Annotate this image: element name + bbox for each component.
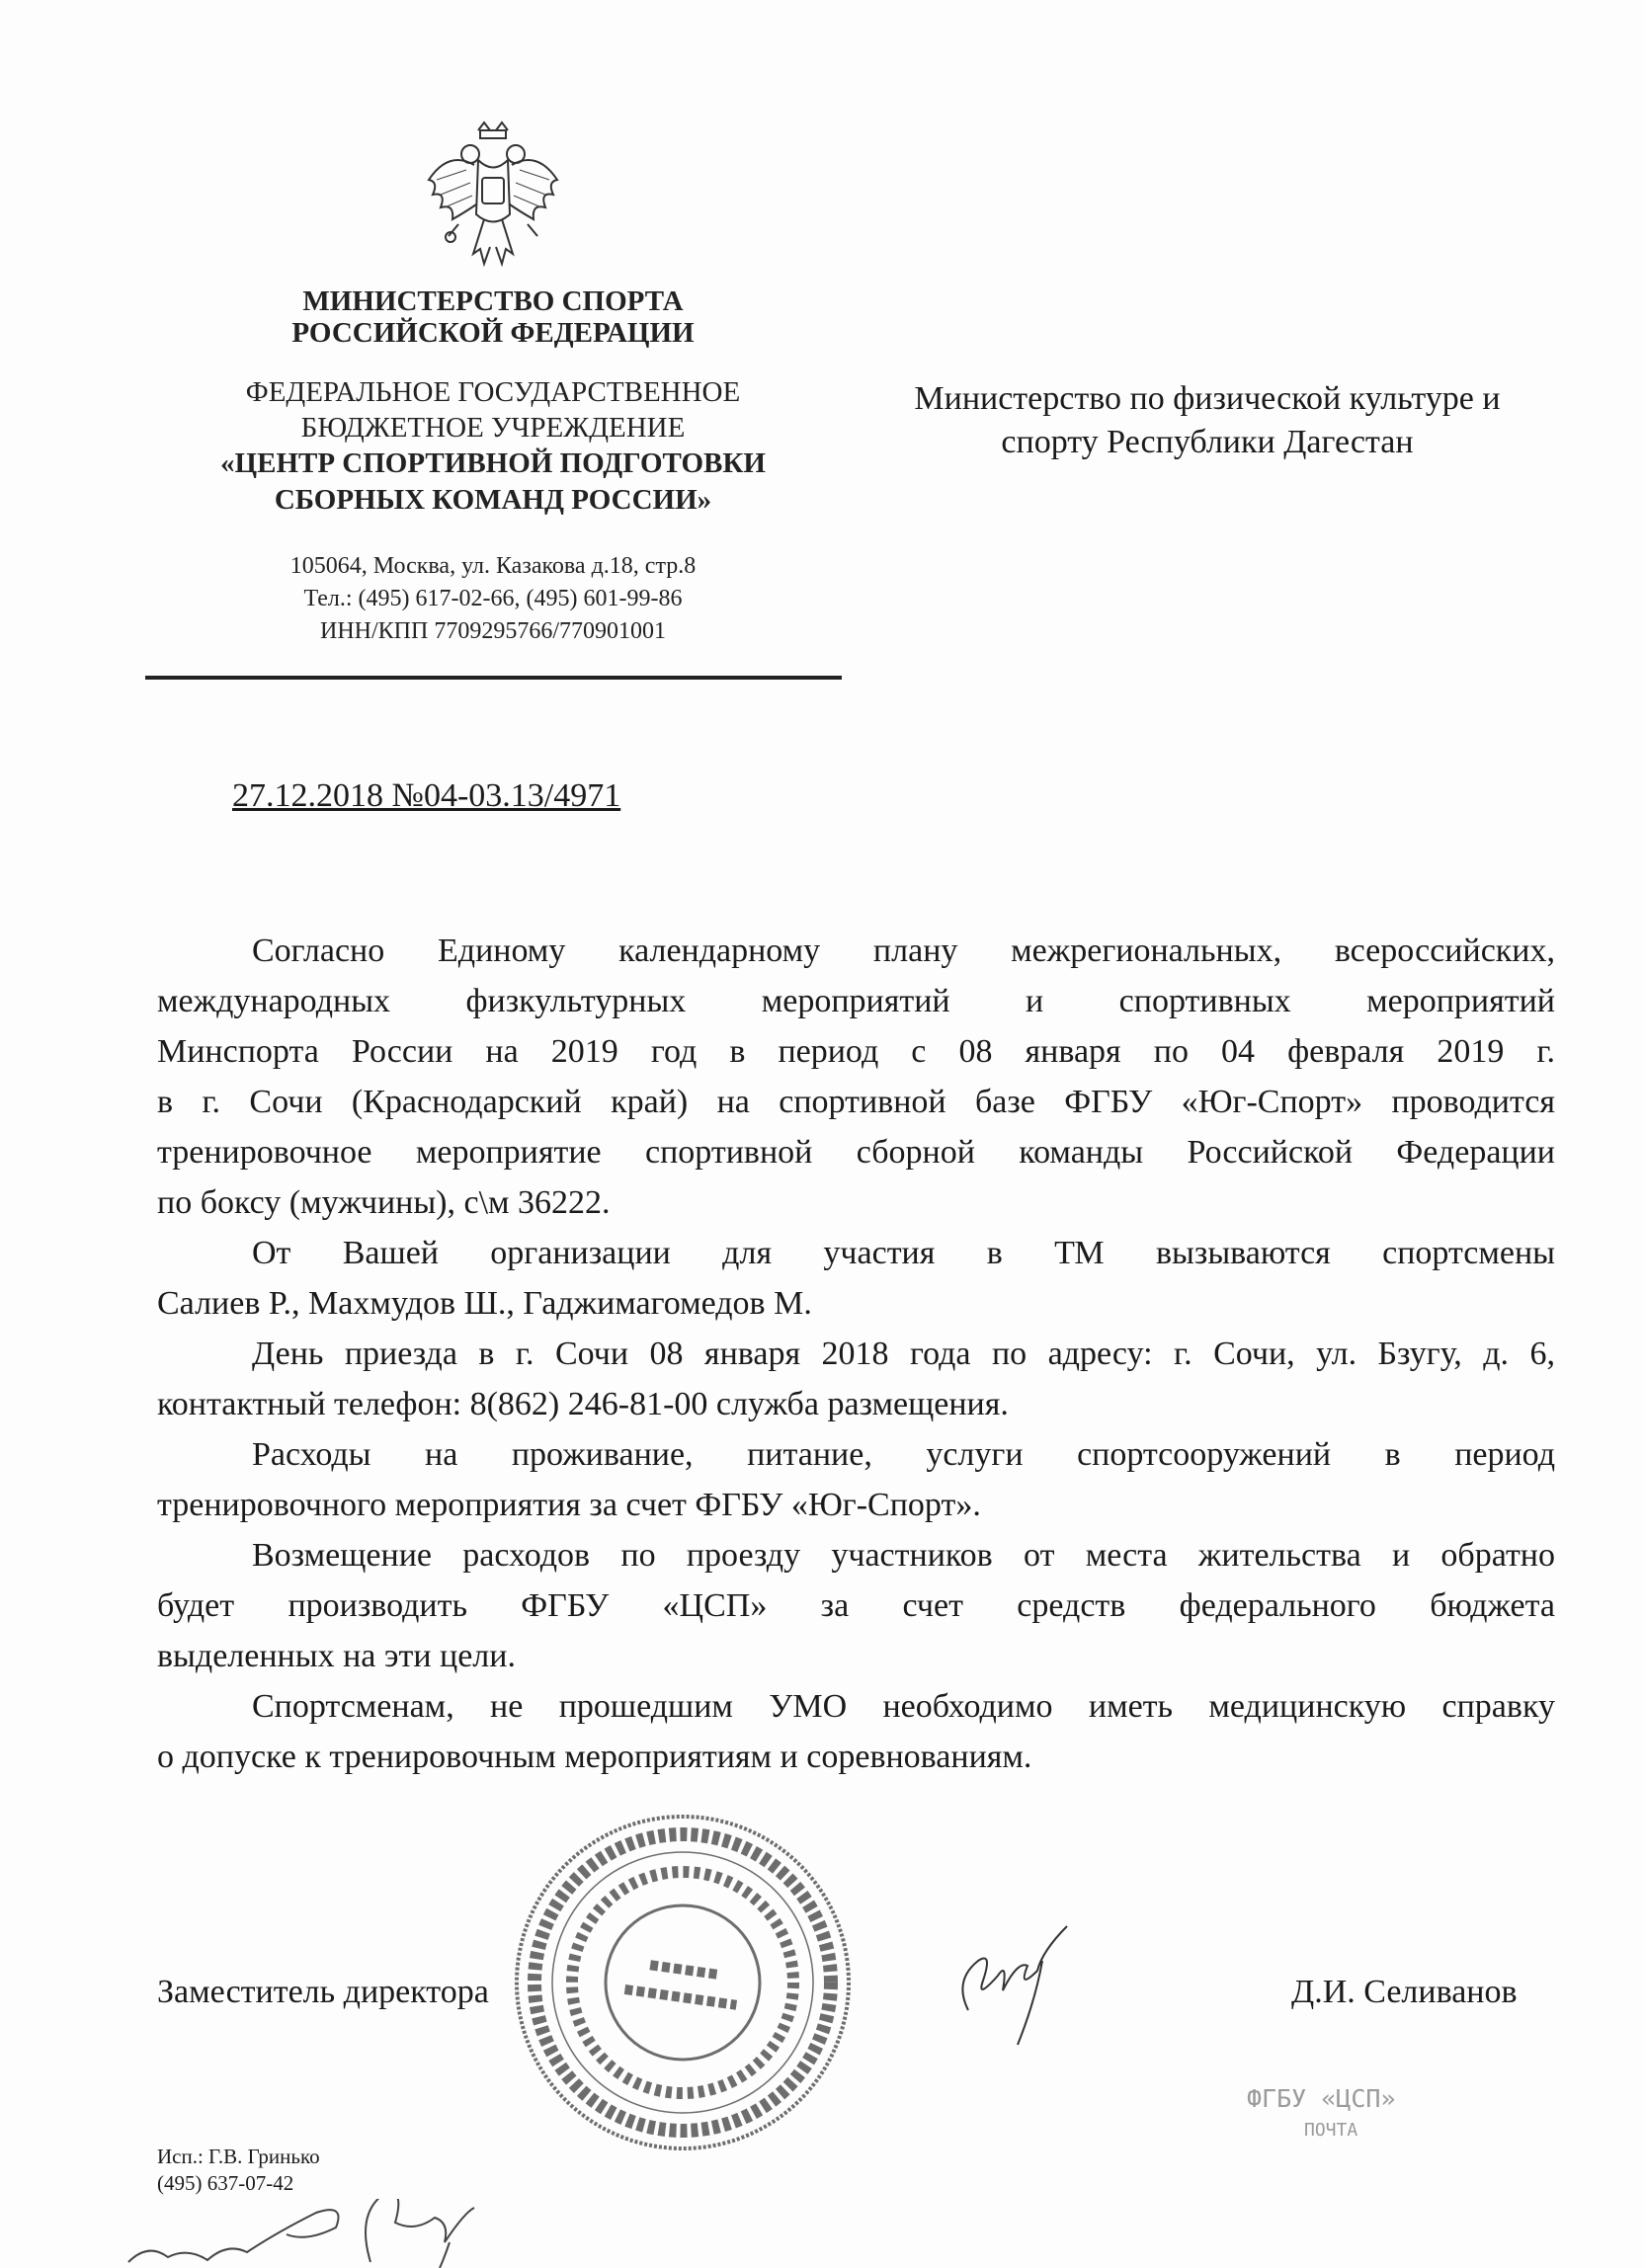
- signatory-name: Д.И. Селиванов: [1291, 1974, 1518, 2010]
- institution-name-line-2: СБОРНЫХ КОМАНД РОССИИ»: [274, 484, 712, 516]
- body-line: тренировочного мероприятия за счет ФГБУ «Юг-Спорт».: [157, 1487, 981, 1523]
- ministry-name-line-2: РОССИЙСКОЙ ФЕДЕРАЦИИ: [291, 317, 695, 349]
- signatory-position: Заместитель директора: [157, 1974, 489, 2010]
- institution-inn: ИНН/КПП 7709295766/770901001: [319, 618, 666, 644]
- reference-number: 27.12.2018 №04-03.13/4971: [232, 777, 621, 814]
- body-line: Салиев Р., Махмудов Ш., Гаджимагомедов М.: [157, 1285, 812, 1322]
- body-line: тренировочное мероприятие спортивной сборной команды Российской Федерации: [157, 1134, 1555, 1171]
- ministry-name-line-1: МИНИСТЕРСТВО СПОРТА: [302, 285, 684, 317]
- body-line: будет производить ФГБУ «ЦСП» за счет средств федерального бюджета: [157, 1587, 1555, 1624]
- letter-body: [157, 926, 1555, 1782]
- institution-address: 105064, Москва, ул. Казакова д.18, стр.8: [289, 553, 697, 579]
- letterhead-divider: [145, 676, 842, 680]
- recipient-line-1: Министерство по физической культуре и: [914, 380, 1501, 417]
- institution-phone: Тел.: (495) 617-02-66, (495) 601-99-86: [303, 586, 683, 611]
- institution-type-line-1: ФЕДЕРАЛЬНОЕ ГОСУДАРСТВЕННОЕ: [245, 376, 741, 408]
- body-line: выделенных на эти цели.: [157, 1638, 516, 1674]
- mail-stamp-org: ФГБУ «ЦСП»: [1247, 2084, 1396, 2113]
- body-line: в г. Сочи (Краснодарский край) на спортивной базе ФГБУ «Юг-Спорт» проводится: [157, 1084, 1555, 1120]
- executor-phone: (495) 637-07-42: [157, 2171, 294, 2195]
- body-line: От Вашей организации для участия в ТМ вызываются спортсмены: [252, 1235, 1555, 1271]
- body-line: по боксу (мужчины), с\м 36222.: [157, 1184, 611, 1221]
- body-line: о допуске к тренировочным мероприятиям и соревнованиям.: [157, 1739, 1032, 1775]
- russian-coat-of-arms-icon: [419, 121, 567, 279]
- approval-initials-signature: [119, 2199, 553, 2268]
- director-signature: [948, 1921, 1077, 2050]
- body-line: контактный телефон: 8(862) 246-81-00 служба размещения.: [157, 1386, 1009, 1422]
- body-line: Возмещение расходов по проезду участников от места жительства и обратно: [252, 1537, 1555, 1574]
- body-line: Спортсменам, не прошедшим УМО необходимо иметь медицинскую справку: [252, 1688, 1555, 1725]
- mail-stamp-label: ПОЧТА: [1304, 2120, 1358, 2141]
- body-line: международных физкультурных мероприятий и спортивных мероприятий: [157, 983, 1555, 1019]
- body-line: Расходы на проживание, питание, услуги спортсооружений в период: [252, 1436, 1555, 1473]
- executor-name: Исп.: Г.В. Гринько: [157, 2145, 320, 2168]
- body-line: Минспорта России на 2019 год в период с 08 января по 04 февраля 2019 г.: [157, 1033, 1555, 1070]
- official-seal-stamp: [510, 1810, 856, 2155]
- institution-name-line-1: «ЦЕНТР СПОРТИВНОЙ ПОДГОТОВКИ: [220, 447, 766, 479]
- body-line: Согласно Единому календарному плану межрегиональных, всероссийских,: [252, 932, 1555, 969]
- recipient-line-2: спорту Республики Дагестан: [1001, 424, 1414, 460]
- body-line: День приезда в г. Сочи 08 января 2018 года по адресу: г. Сочи, ул. Бзугу, д. 6,: [252, 1336, 1555, 1372]
- institution-type-line-2: БЮДЖЕТНОЕ УЧРЕЖДЕНИЕ: [300, 412, 686, 444]
